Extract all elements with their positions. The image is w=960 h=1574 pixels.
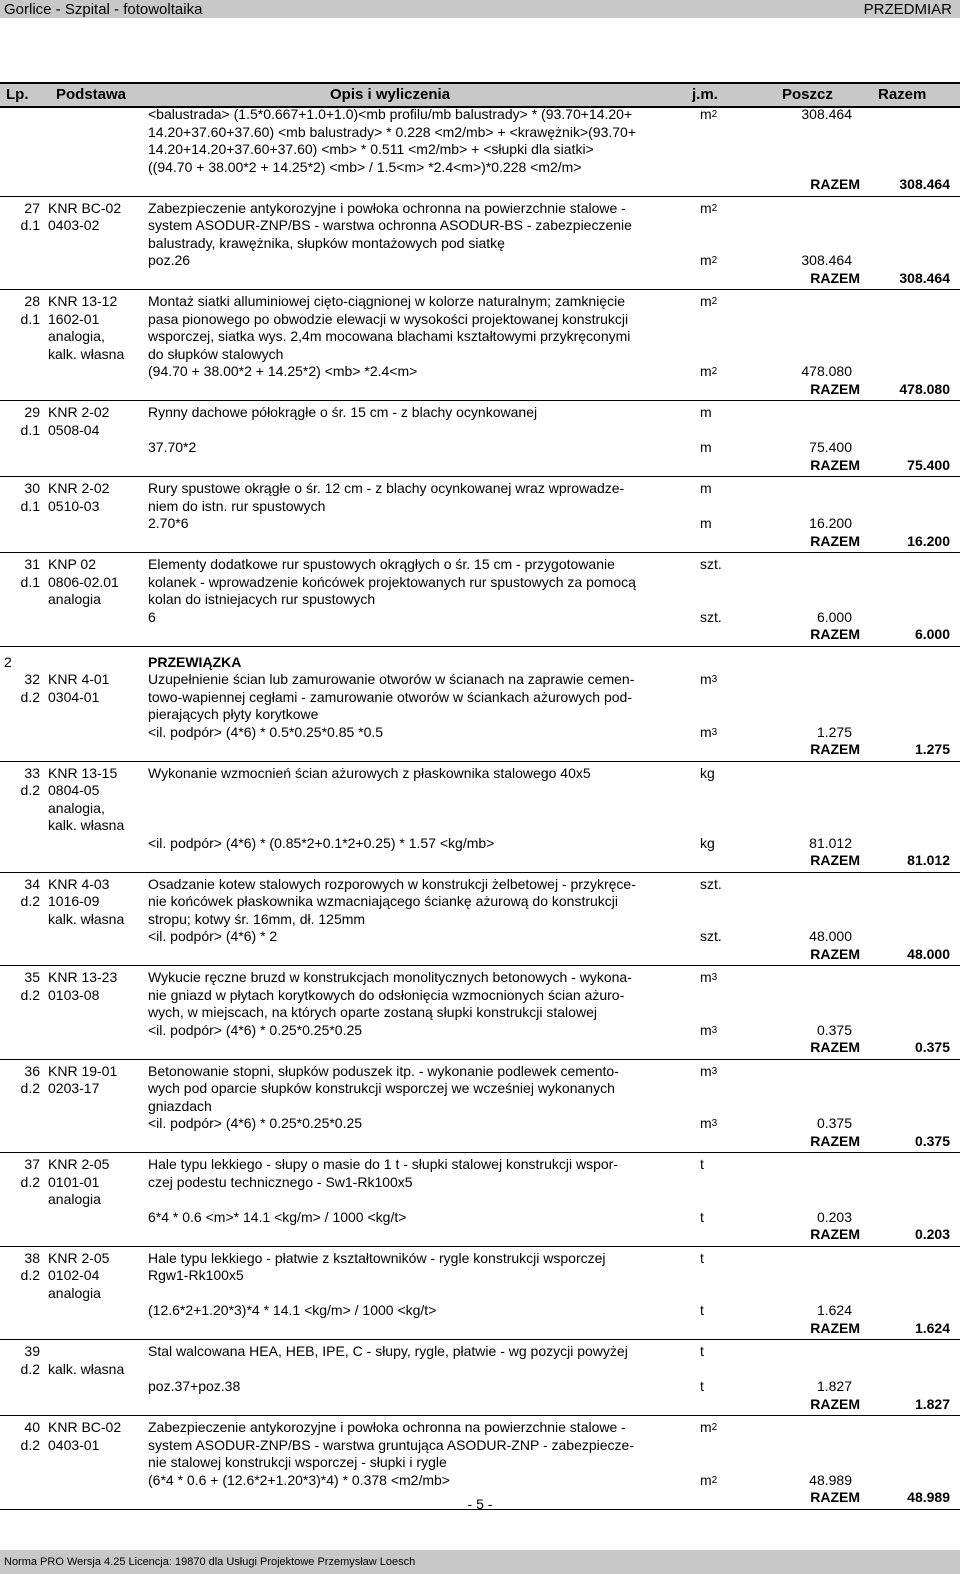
razem-total [810, 946, 950, 964]
item-basis: kalk. własna [48, 1360, 125, 1377]
calc-unit: szt. [700, 608, 722, 625]
description-line: pierających płyty korytkowe [148, 706, 319, 722]
description-line: Uzupełnienie ścian lub zamurowanie otworów w ścianach na zaprawie cemen- [148, 671, 635, 687]
quantity: 1.624 [816, 1302, 852, 1318]
description-line: Elementy dodatkowe rur spustowych okrągłych o śr. 15 cm - przygotowanie [148, 556, 615, 572]
razem-total [810, 176, 950, 194]
quantity: 1.275 [816, 723, 852, 740]
quantity: 308.464 [801, 106, 852, 122]
page-number: - 5 - [467, 1496, 493, 1512]
razem-value: 1.827 [914, 1395, 950, 1412]
description-line [148, 422, 698, 440]
calc-line: 6 [148, 608, 156, 625]
quantity: 48.000 [809, 928, 852, 944]
row-divider [0, 1246, 960, 1247]
section-number: 2 [4, 653, 12, 670]
calc-line: <balustrada> (1.5*0.667+1.0+1.0)<mb profilu/mb balustrady> * (93.70+14.20+ [148, 106, 633, 122]
header-poszcz: Poszcz [782, 86, 833, 103]
calc-line: (94.70 + 38.00*2 + 14.25*2) <mb> *2.4<m> [148, 363, 418, 379]
item-number: 38 d.2 [20, 1249, 40, 1283]
description-line [148, 817, 698, 835]
item-basis: KNR 4-01 0304-01 [48, 671, 110, 705]
unit: kg [700, 764, 715, 781]
calc-unit: szt. [700, 928, 722, 944]
row-divider [0, 761, 960, 762]
description-line: Hale typu lekkiego - słupy o masie do 1 t - słupki stalowej konstrukcji wspor- [148, 1156, 618, 1172]
razem-total [810, 1133, 950, 1151]
item-basis: KNR 13-23 0103-08 [48, 969, 118, 1003]
row-divider [0, 872, 960, 873]
document-title: Gorlice - Szpital - fotowoltaika [4, 1, 203, 18]
unit: $m^2$ [700, 1419, 718, 1435]
unit: $m^3$ [700, 671, 718, 687]
description-line: gniazdach [148, 1097, 212, 1114]
item-number: 33 d.2 [20, 764, 40, 798]
description-line: Zabezpieczenie antykorozyjne i powłoka ochronna na powierzchnie stalowe - [148, 199, 626, 216]
row-divider [0, 646, 960, 647]
razem-label: RAZEM [810, 176, 860, 192]
quantity: 0.375 [816, 1115, 852, 1131]
item-basis: KNR 13-12 1602-01 analogia, kalk. własna [48, 293, 125, 362]
razem-total [810, 741, 950, 759]
quantity: 48.989 [809, 1471, 852, 1488]
item-basis: KNR 2-05 0101-01 analogia [48, 1156, 110, 1207]
document-type: PRZEDMIAR [863, 1, 952, 18]
unit: $m^2$ [700, 293, 718, 309]
razem-label: RAZEM [810, 269, 860, 286]
description-line: nie gniazd w płytach korytkowych do odsłonięcia wzmocnionych ścian ażuro- [148, 986, 625, 1003]
calc-unit: m [700, 439, 712, 455]
description-line: Stal walcowana HEA, HEB, IPE, C - słupy, rygle, płatwie - wg pozycji powyżej [148, 1343, 628, 1359]
description-line: niem do istn. rur spustowych [148, 497, 326, 514]
calc-unit: $m^2$ [700, 363, 718, 379]
description-line [148, 1361, 698, 1379]
quantity: 75.400 [809, 439, 852, 455]
unit: $m^2$ [700, 199, 718, 216]
quantity: 0.375 [816, 1021, 852, 1038]
row-divider [0, 196, 960, 197]
header-razem: Razem [878, 86, 927, 103]
quantity: 308.464 [801, 252, 852, 268]
description-line: czej podestu technicznego - Sw1-Rk100x5 [148, 1173, 413, 1190]
unit: $m^3$ [700, 1062, 718, 1079]
unit: $m^3$ [700, 969, 718, 985]
razem-value: 0.375 [914, 1132, 950, 1149]
calc-line: ((94.70 + 38.00*2 + 14.25*2) <mb> / 1.5<m> *2.4<m>)*0.228 <m2/m> [148, 158, 582, 175]
row-divider [0, 552, 960, 553]
razem-value: 16.200 [907, 532, 950, 549]
description-line: wsporczej, siatka wys. 2,4m mocowana blachami kształtowymi przykręconymi [148, 328, 631, 344]
item-number: 30 d.1 [20, 480, 40, 514]
unit: t [700, 1343, 704, 1359]
unit: m [700, 480, 712, 496]
item-number: 31 d.1 [20, 556, 40, 590]
description-line: Rgw1-Rk100x5 [148, 1267, 244, 1283]
item-basis: KNR BC-02 0403-01 [48, 1419, 122, 1453]
description-line: Rury spustowe okrągłe o śr. 12 cm - z blachy ocynkowanej wraz wprowadze- [148, 480, 625, 496]
calc-unit: m [700, 515, 712, 531]
item-basis: KNR BC-02 0403-02 [48, 199, 122, 233]
description-line: Wykonanie wzmocnień ścian ażurowych z płaskownika stalowego 40x5 [148, 764, 591, 781]
razem-label: RAZEM [810, 456, 860, 473]
item-basis: KNR 19-01 0203-17 [48, 1062, 118, 1096]
title-bar [0, 0, 960, 18]
quantity: 16.200 [809, 515, 852, 531]
razem-label: RAZEM [810, 1489, 860, 1505]
item-number: 28 d.1 [20, 293, 40, 327]
description-line [148, 782, 698, 800]
quantity: 0.203 [816, 1208, 852, 1225]
razem-value: 0.375 [914, 1039, 950, 1055]
razem-total [810, 1039, 950, 1057]
razem-value: 6.000 [914, 626, 950, 642]
razem-total [810, 626, 950, 644]
razem-value: 1.275 [914, 741, 950, 757]
footer-bar [0, 1550, 960, 1574]
razem-label: RAZEM [810, 852, 860, 868]
section-title: PRZEWIĄZKA [148, 653, 242, 670]
item-number: 27 d.1 [20, 199, 40, 233]
description-line: nie końcówek płaskownika wzmacniającego ściankę ażurową do konstrukcji [148, 893, 619, 909]
razem-label: RAZEM [810, 1319, 860, 1336]
razem-total [810, 1226, 950, 1244]
calc-unit: t [700, 1378, 704, 1394]
description-line: wych, w miejscach, na których oparte zostaną słupki konstrukcji stalowej [148, 1004, 597, 1020]
calc-line: (12.6*2+1.20*3)*4 * 14.1 <kg/m> / 1000 <kg/t> [148, 1302, 437, 1318]
description-line: Betonowanie stopni, słupków poduszek itp. - wykonanie podlewek cemento- [148, 1062, 619, 1079]
description-line: towo-wapiennej cegłami - zamurowanie otworów w ściankach ażurowych pod- [148, 688, 632, 705]
item-number: 34 d.2 [20, 875, 40, 909]
razem-label: RAZEM [810, 1395, 860, 1412]
razem-value: 0.203 [914, 1226, 950, 1242]
calc-line: 6*4 * 0.6 <m>* 14.1 <kg/m> / 1000 <kg/t> [148, 1208, 407, 1225]
razem-value: 48.000 [907, 945, 950, 962]
razem-total [810, 381, 950, 399]
razem-value: 48.989 [907, 1489, 950, 1505]
razem-label: RAZEM [810, 626, 860, 642]
razem-value: 81.012 [907, 852, 950, 868]
description-line [148, 1191, 698, 1209]
description-line: Hale typu lekkiego - płatwie z kształtowników - rygle konstrukcji wsporczej [148, 1249, 606, 1266]
razem-total [810, 457, 950, 475]
calc-unit: $m^3$ [700, 1021, 718, 1038]
description-line: balustrady, krawężnika, słupków montażowych pod siatkę [148, 234, 505, 251]
razem-value: 308.464 [899, 176, 950, 192]
razem-label: RAZEM [810, 380, 860, 397]
item-basis: KNR 13-15 0804-05 analogia, kalk. własna [48, 764, 125, 833]
razem-label: RAZEM [810, 945, 860, 962]
item-basis: KNR 2-05 0102-04 analogia [48, 1249, 110, 1301]
calc-unit: t [700, 1208, 704, 1225]
header-podstawa: Podstawa [56, 86, 127, 103]
calc-unit: kg [700, 834, 715, 851]
calc-line: <il. podpór> (4*6) * 0.25*0.25*0.25 [148, 1115, 363, 1131]
unit: $m^2$ [700, 106, 718, 122]
description-line: wych pod oparcie słupków konstrukcji wsporczej we wcześniej wykonanych [148, 1080, 615, 1096]
item-basis: KNR 2-02 0510-03 [48, 480, 110, 514]
row-divider [0, 1059, 960, 1060]
quantity: 1.827 [816, 1378, 852, 1394]
item-basis: KNR 2-02 0508-04 [48, 404, 110, 438]
calc-unit: t [700, 1302, 704, 1318]
calc-line: 37.70*2 [148, 439, 197, 455]
calc-line: 14.20+14.20+37.60+37.60) <mb> * 0.511 <m2/mb> + <słupki dla siatki> [148, 141, 594, 157]
description-line [148, 800, 698, 818]
razem-value: 1.624 [914, 1319, 950, 1336]
description-line: kolan do istniejacych rur spustowych [148, 591, 376, 607]
quantity: 478.080 [801, 363, 852, 379]
unit: t [700, 1249, 704, 1266]
calc-line: <il. podpór> (4*6) * 0.25*0.25*0.25 [148, 1021, 363, 1038]
razem-total [810, 852, 950, 870]
header-lp: Lp. [6, 86, 29, 103]
razem-label: RAZEM [810, 532, 860, 549]
unit: m [700, 404, 712, 420]
razem-total [810, 1320, 950, 1338]
calc-unit: $m^2$ [700, 1471, 718, 1488]
header-opis: Opis i wyliczenia [330, 86, 451, 103]
item-basis: KNP 02 0806-02.01 analogia [48, 556, 119, 607]
description-line: do słupków stalowych [148, 345, 284, 362]
calc-line: <il. podpór> (4*6) * 0.5*0.25*0.85 *0.5 [148, 723, 384, 740]
razem-value: 478.080 [899, 380, 950, 397]
description-line: system ASODUR-ZNP/BS - warstwa gruntująca ASODUR-ZNP - zabezpiecze- [148, 1436, 634, 1453]
razem-total [810, 270, 950, 288]
unit: szt. [700, 875, 722, 892]
razem-label: RAZEM [810, 1132, 860, 1149]
calc-line: (6*4 * 0.6 + (12.6*2+1.20*3)*4) * 0.378 <m2/mb> [148, 1471, 450, 1488]
table-header [0, 82, 960, 108]
razem-total [810, 1396, 950, 1414]
row-divider [0, 476, 960, 477]
item-number: 36 d.2 [20, 1062, 40, 1096]
quantity: 81.012 [809, 834, 852, 851]
calc-line: poz.37+poz.38 [148, 1378, 241, 1394]
item-number: 37 d.2 [20, 1156, 40, 1190]
row-divider [0, 965, 960, 966]
row-divider [0, 1415, 960, 1416]
description-line: Osadzanie kotew stalowych rozporowych w konstrukcji żelbetowej - przykręce- [148, 875, 636, 892]
row-divider [0, 1152, 960, 1153]
item-number: 40 d.2 [20, 1419, 40, 1453]
row-divider [0, 1339, 960, 1340]
description-line: pasa pionowego po obwodzie elewacji w wysokości projektowanej konstrukcji [148, 310, 629, 327]
calc-line: 14.20+37.60+37.60) <mb balustrady> * 0.228 <m2/mb> + <krawężnik>(93.70+ [148, 123, 636, 140]
quantity: 6.000 [816, 608, 852, 625]
razem-value: 75.400 [907, 456, 950, 473]
razem-value: 308.464 [899, 269, 950, 286]
razem-label: RAZEM [810, 1039, 860, 1055]
calc-unit: $m^3$ [700, 723, 718, 740]
description-line: kolanek - wprowadzenie końcówek projektowanych rur spustowych za pomocą [148, 573, 636, 590]
description-line: Rynny dachowe półokrągłe o śr. 15 cm - z blachy ocynkowanej [148, 404, 538, 420]
item-number: 29 d.1 [20, 404, 40, 438]
item-number: 39 d.2 [20, 1343, 40, 1377]
unit: t [700, 1156, 704, 1172]
description-line: Montaż siatki alluminiowej cięto-ciągnionej w kolorze naturalnym; zamknięcie [148, 293, 625, 309]
description-line [148, 1285, 698, 1303]
calc-unit: $m^3$ [700, 1115, 718, 1131]
calc-line: <il. podpór> (4*6) * (0.85*2+0.1*2+0.25) * 1.57 <kg/mb> [148, 834, 495, 851]
description-line: system ASODUR-ZNP/BS - warstwa ochronna ASODUR-BS - zabezpieczenie [148, 217, 632, 233]
calc-line: poz.26 [148, 252, 191, 268]
row-divider [0, 289, 960, 290]
description-line: nie stalowej konstrukcji wsporczej - słupki i rygle [148, 1454, 447, 1470]
footer-license: Norma PRO Wersja 4.25 Licencja: 19870 dla Usługi Projektowe Przemysław Loesch [4, 1556, 416, 1568]
item-basis: KNR 4-03 1016-09 kalk. własna [48, 875, 125, 927]
razem-label: RAZEM [810, 1226, 860, 1242]
calc-unit: $m^2$ [700, 252, 718, 268]
row-divider [0, 400, 960, 401]
item-number: 35 d.2 [20, 969, 40, 1003]
unit: szt. [700, 556, 722, 572]
razem-total [810, 533, 950, 551]
razem-label: RAZEM [810, 741, 860, 757]
description-line: Wykucie ręczne bruzd w konstrukcjach monolitycznych betonowych - wykona- [148, 969, 632, 985]
header-jm: j.m. [692, 86, 718, 103]
calc-line: 2.70*6 [148, 515, 189, 531]
description-line: stropu; kotwy śr. 16mm, dł. 125mm [148, 910, 366, 927]
item-number: 32 d.2 [20, 671, 40, 705]
calc-line: <il. podpór> (4*6) * 2 [148, 928, 278, 944]
description-line: Zabezpieczenie antykorozyjne i powłoka ochronna na powierzchnie stalowe - [148, 1419, 626, 1435]
